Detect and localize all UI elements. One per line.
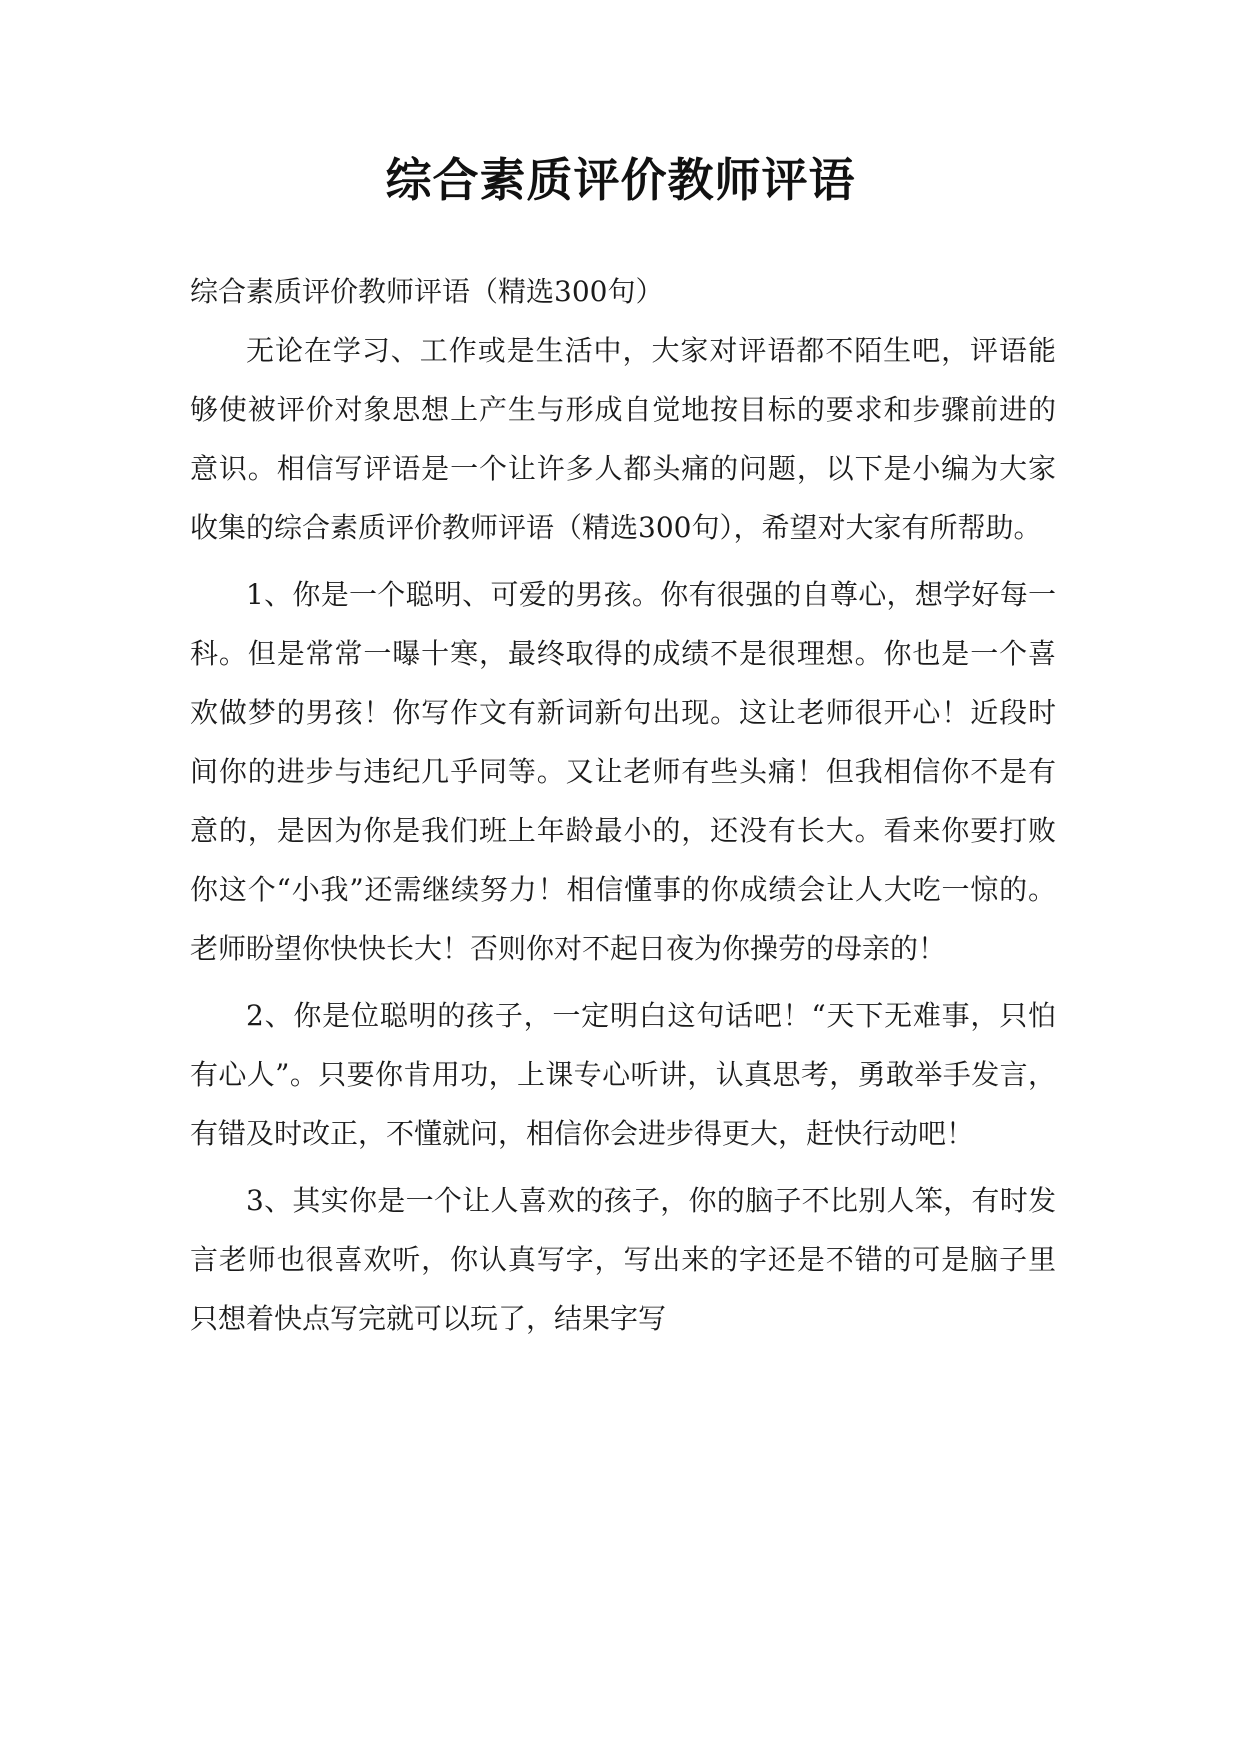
document-subtitle: 综合素质评价教师评语（精选300句） <box>190 275 664 308</box>
document-title: 综合素质评价教师评语 <box>385 153 856 207</box>
comment-paragraph-3: 3、其实你是一个让人喜欢的孩子，你的脑子不比别人笨，有时发言老师也很喜欢听，你认真写字，写出来的字还是不错的可是脑子里只想着快点写完就可以玩了，结果字写 <box>190 1184 1056 1335</box>
comment-paragraph-2: 2、你是位聪明的孩子，一定明白这句话吧！“天下无难事，只怕有心人”。只要你肯用功，上课专心听讲，认真思考，勇敢举手发言，有错及时改正，不懂就问，相信你会进步得更大，赶快行动吧！ <box>190 999 1056 1150</box>
document-body <box>190 262 1056 1348</box>
comment-paragraph-1: 1、你是一个聪明、可爱的男孩。你有很强的自尊心，想学好每一科。但是常常一曝十寒，最终取得的成绩不是很理想。你也是一个喜欢做梦的男孩！你写作文有新词新句出现。这让老师很开心！近段时间你的进步与违纪几乎同等。又让老师有些头痛！但我相信你不是有意的，是因为你是我们班上年龄最小的，还没有长大。看来你要打败你这个“小我”还需继续努力！相信懂事的你成绩会让人大吃一惊的。老师盼望你快快长大！否则你对不起日夜为你操劳的母亲的！ <box>190 578 1056 965</box>
intro-paragraph: 无论在学习、工作或是生活中，大家对评语都不陌生吧，评语能够使被评价对象思想上产生与形成自觉地按目标的要求和步骤前进的意识。相信写评语是一个让许多人都头痛的问题，以下是小编为大家收集的综合素质评价教师评语（精选300句），希望对大家有所帮助。 <box>190 334 1056 544</box>
